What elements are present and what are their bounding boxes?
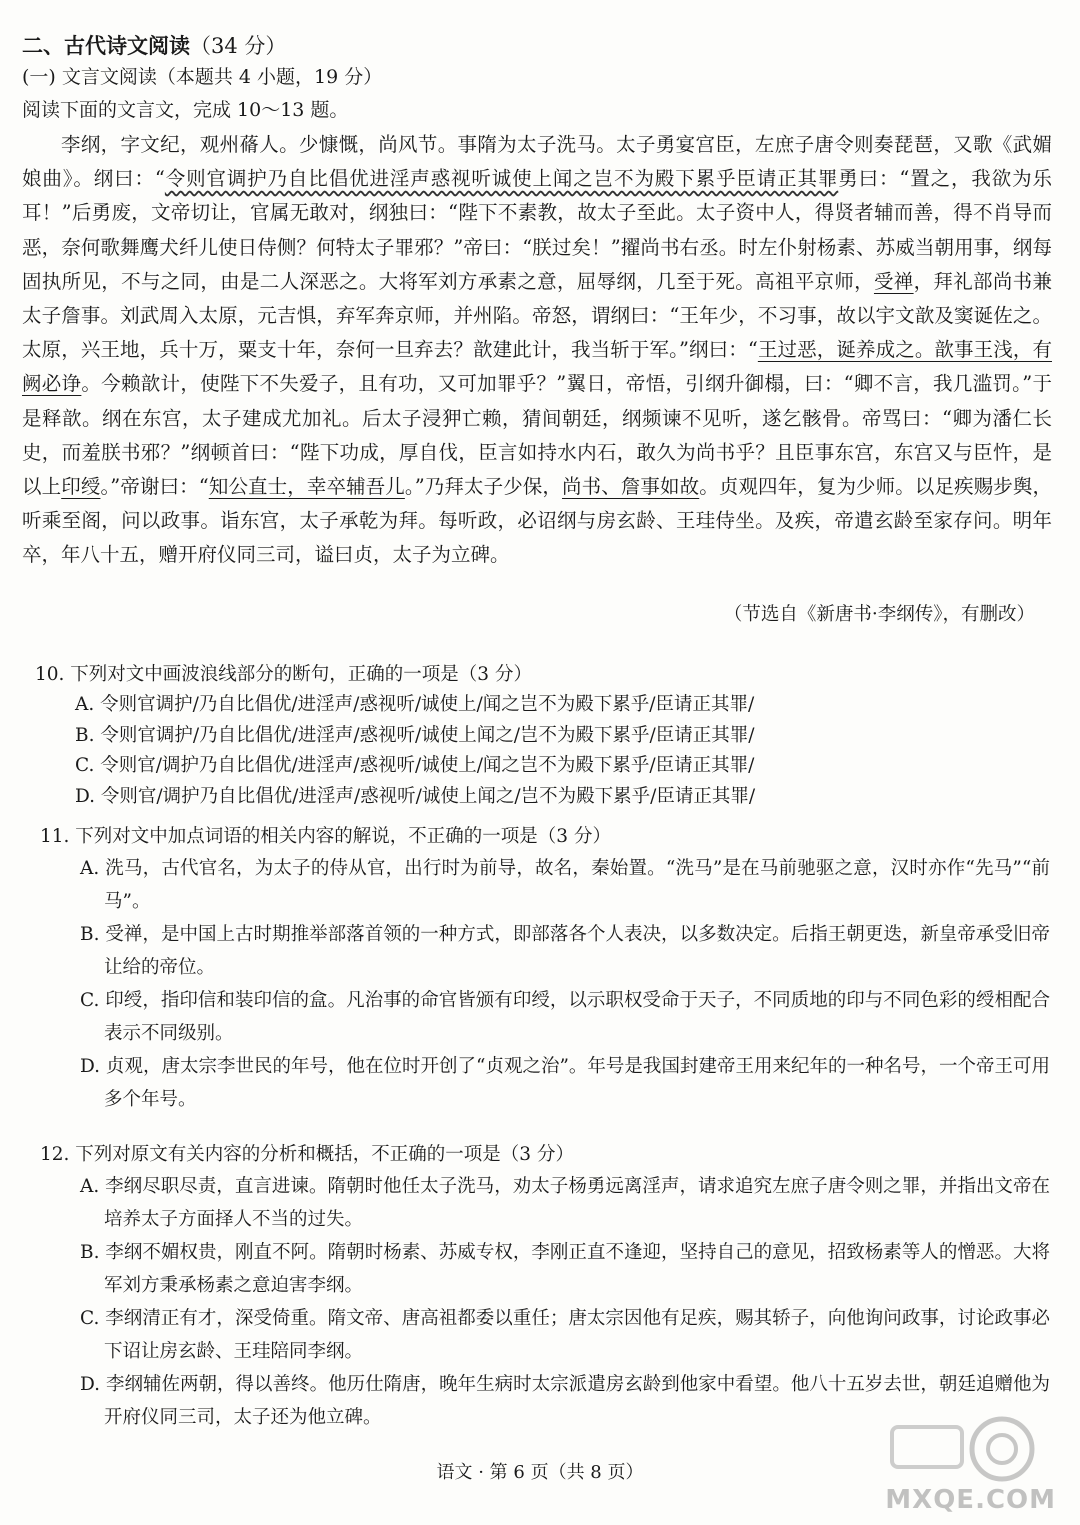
subsection-heading: (一) 文言文阅读（本题共 4 小题，19 分） — [22, 66, 383, 88]
passage-text: 勇曰：“置之，我欲为乐耳！”后勇废，文帝切让，官属无敢对，纲独曰：“陛下不素教，故太子至此。太子资中人，得贤者辅而善，得不肖导而恶，奈何歌舞鹰犬纤儿使日侍侧？何特太子罪邪？”帝曰：“朕过矣！”擢尚书右丞。时左仆射杨素、苏威当朝用事，纲每固执所见，不与之同，由是二人深恶之。大将军刘方承素之意，屈辱纲，几至于死。高祖平京师， — [22, 167, 1052, 293]
option-text: B. 令则官调护/乃自比倡优/进淫声/惑视听/诚使上闻之/岂不为殿下累乎/臣请正其罪/ — [75, 724, 755, 746]
option-a: A. 洗马，古代官名，为太子的侍从官，出行时为前导，故名，秦始置。“洗马”是在马前驰驱之意，汉时亦作“先马”“前马”。 — [80, 858, 1050, 912]
underlined-phrase: 知公直士，幸卒辅吾儿 — [208, 475, 405, 499]
option-c — [35, 751, 755, 782]
wavy-underlined-sentence: 令则官调护乃自比倡优进淫声惑视听诚使上闻之岂不为殿下累乎臣请正其罪 — [164, 167, 839, 191]
section-points: （34 分） — [190, 34, 287, 58]
passage-text: 李纲，字文纪，观州蓨人。少慷慨，尚风节。事隋为太子洗马。太子勇宴宫臣，左庶子唐令则奏琵琶，又歌《武媚娘曲》。纲曰：“ — [22, 133, 1052, 191]
section-title: 二、古代诗文阅读 — [22, 34, 190, 58]
underlined-phrase: 受禅 — [873, 269, 914, 293]
passage-text: 。今赖歆计，使陛下不失爱子，且有功，又可加罪乎？”翼日，帝悟，引纲升御榻，曰：“卿不言，我几滥罚。”于是释歆。纲在东宫，太子建成尤加礼。后太子浸狎亡赖，猜间朝廷，纲频谏不见听，遂乞骸骨。帝骂曰：“卿为潘仁长史，而羞朕书邪？”纲顿首曰：“陛下功成，厚自伐，臣言如持水内石，敢久为尚书乎？且臣事东宫，东宫又与臣忤，是以上 — [22, 372, 1052, 499]
underlined-phrase: 印绶 — [61, 475, 101, 499]
question-10 — [35, 660, 755, 812]
option-a — [35, 690, 755, 721]
passage-paragraph — [22, 128, 1052, 573]
option-b: B. 受禅，是中国上古时期推举部落首领的一种方式，即部落各个人表决，以多数决定。后指王朝更迭，新皇帝承受旧帝让给的帝位。 — [80, 924, 1050, 978]
option-c: C. 印绶，指印信和装印信的盒。凡治事的命官皆颁有印绶，以示职权受命于天子，不同质地的印与不同色彩的绶相配合表示不同级别。 — [80, 990, 1050, 1044]
reading-instruction: 阅读下面的文言文，完成 10～13 题。 — [22, 99, 349, 121]
underlined-phrase: 尚书、詹事如故 — [562, 475, 700, 499]
passage-source: （节选自《新唐书·李纲传》，有删改） — [723, 604, 1035, 625]
passage-text: ，拜礼部尚书兼太子詹事。刘武周入太原，元吉惧，弃军奔京师，并州陷。帝怒，谓纲曰：“王年少，不习事，故以宇文歆及窦诞佐之。太原，兴王地，兵十万，粟支十年，奈何一旦弃去？歆建此计，我当斩于军。”纲曰：“ — [22, 269, 1052, 362]
option-d — [35, 782, 755, 813]
option-text: A. 令则官调护/乃自比倡优/进淫声/惑视听/诚使上/闻之岂不为殿下累乎/臣请正其罪/ — [75, 694, 755, 715]
page-footer: 语文 · 第 6 页（共 8 页） — [436, 1462, 644, 1483]
passage-text: 。贞观四年，复为少师。以足疾赐步舆，听乘至阁，问以政事。诣东宫，太子承乾为拜。每听政，必诏纲与房玄龄、王珪侍坐。及疾，帝遣玄龄至家存问。明年卒，年八十五，赠开府仪同三司，谥曰贞，太子为立碑。 — [22, 475, 1052, 567]
question-stem: 11. 下列对文中加点词语的相关内容的解说，不正确的一项是（3 分） — [40, 826, 611, 847]
watermark-text: MXQE.COM — [885, 1485, 1056, 1515]
question-stem: 12. 下列对原文有关内容的分析和概括，不正确的一项是（3 分） — [40, 1144, 574, 1165]
option-c: C. 李纲清正有才，深受倚重。隋文帝、唐高祖都委以重任；唐太宗因他有足疾，赐其轿子，向他询问政事，讨论政事必下诏让房玄龄、王珪陪同李纲。 — [80, 1308, 1050, 1362]
option-d: D. 贞观，唐太宗李世民的年号，他在位时开创了“贞观之治”。年号是我国封建帝王用来纪年的一种名号，一个帝王可用多个年号。 — [80, 1056, 1050, 1110]
passage-text: 。”帝谢曰：“ — [100, 475, 209, 499]
passage-text: 。”乃拜太子少保， — [404, 475, 563, 499]
classical-passage — [22, 128, 1052, 573]
section-heading — [22, 30, 286, 60]
underlined-phrase: 王过恶，诞养成之。歆事王浅，有阙必诤 — [22, 338, 1052, 396]
watermark-logo — [852, 1407, 1062, 1517]
question-12 — [40, 1140, 1050, 1434]
option-b — [35, 721, 755, 752]
option-text: C. 令则官/调护乃自比倡优/进淫声/惑视听/诚使上/闻之岂不为殿下累乎/臣请正其罪/ — [75, 755, 755, 776]
option-text: D. 令则官/调护乃自比倡优/进淫声/惑视听/诚使上闻之/岂不为殿下累乎/臣请正其罪/ — [75, 785, 756, 807]
option-a: A. 李纲尽职尽责，直言进谏。隋朝时他任太子洗马，劝太子杨勇远离淫声，请求追究左庶子唐令则之罪，并指出文帝在培养太子方面择人不当的过失。 — [80, 1176, 1050, 1230]
question-stem: 10. 下列对文中画波浪线部分的断句，正确的一项是（3 分） — [35, 664, 532, 685]
option-d: D. 李纲辅佐两朝，得以善终。他历仕隋唐，晚年生病时太宗派遣房玄龄到他家中看望。他八十五岁去世，朝廷追赠他为开府仪同三司，太子还为他立碑。 — [80, 1374, 1050, 1428]
option-b: B. 李纲不媚权贵，刚直不阿。隋朝时杨素、苏威专权，李刚正直不逢迎，坚持自己的意见，招致杨素等人的憎恶。大将军刘方秉承杨素之意迫害李纲。 — [80, 1242, 1050, 1296]
question-11 — [40, 822, 1050, 1116]
